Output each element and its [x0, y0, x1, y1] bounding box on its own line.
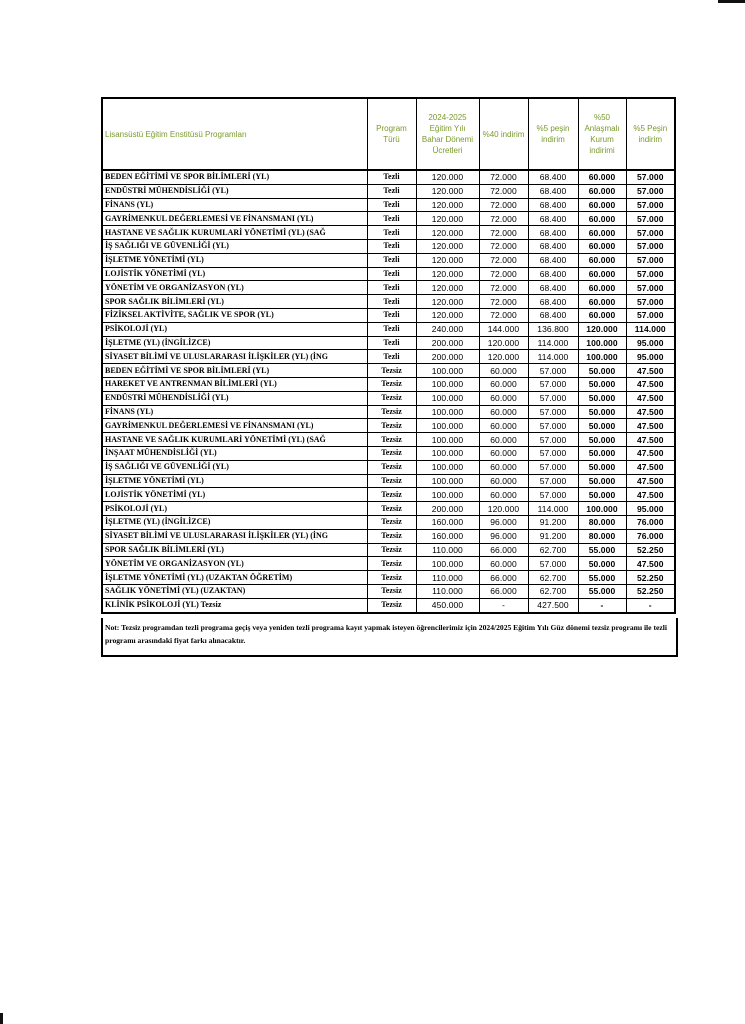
program-name: PSİKOLOJİ (YL) [102, 502, 367, 516]
table-row [102, 474, 675, 488]
cash-discount-5: 114.000 [528, 336, 578, 350]
contract-discount-50: 60.000 [578, 239, 626, 253]
program-type: Tezli [367, 226, 416, 240]
fee-table [101, 97, 676, 614]
table-row [102, 308, 675, 322]
contract-discount-50: 55.000 [578, 543, 626, 557]
contract-discount-50: 60.000 [578, 170, 626, 184]
discount-40: 60.000 [479, 391, 528, 405]
spring-fee: 100.000 [416, 446, 479, 460]
cash-discount-5-contract: 47.500 [626, 377, 675, 391]
program-name: İŞ SAĞLIĞI VE GÜVENLİĞİ (YL) [102, 239, 367, 253]
contract-discount-50: 50.000 [578, 460, 626, 474]
program-type: Tezsiz [367, 391, 416, 405]
contract-discount-50: 60.000 [578, 226, 626, 240]
discount-40: 72.000 [479, 170, 528, 184]
program-type: Tezli [367, 239, 416, 253]
contract-discount-50: 60.000 [578, 295, 626, 309]
discount-40: 60.000 [479, 377, 528, 391]
discount-40: 120.000 [479, 336, 528, 350]
discount-40: 66.000 [479, 584, 528, 598]
discount-40: 72.000 [479, 212, 528, 226]
discount-40: 72.000 [479, 267, 528, 281]
program-type: Tezli [367, 336, 416, 350]
discount-40: 96.000 [479, 529, 528, 543]
spring-fee: 120.000 [416, 170, 479, 184]
cash-discount-5: 427.500 [528, 598, 578, 612]
cash-discount-5: 57.000 [528, 460, 578, 474]
spring-fee: 100.000 [416, 488, 479, 502]
contract-discount-50: 50.000 [578, 488, 626, 502]
discount-40: 60.000 [479, 364, 528, 378]
program-name: BEDEN EĞİTİMİ VE SPOR BİLİMLERİ (YL) [102, 364, 367, 378]
contract-discount-50: 60.000 [578, 308, 626, 322]
program-name: LOJİSTİK YÖNETİMİ (YL) [102, 267, 367, 281]
program-name: SİYASET BİLİMİ VE ULUSLARARASI İLİŞKİLER (YL) (İNG [102, 350, 367, 364]
table-row [102, 405, 675, 419]
table-row [102, 433, 675, 447]
contract-discount-50: 120.000 [578, 322, 626, 336]
program-type: Tezsiz [367, 364, 416, 378]
program-type: Tezsiz [367, 529, 416, 543]
table-row [102, 571, 675, 585]
cash-discount-5: 57.000 [528, 419, 578, 433]
discount-40: 60.000 [479, 488, 528, 502]
spring-fee: 100.000 [416, 433, 479, 447]
table-row [102, 239, 675, 253]
header-programs: Lisansüstü Eğitim Enstitüsü Programları [102, 98, 367, 170]
discount-40: 72.000 [479, 198, 528, 212]
spring-fee: 200.000 [416, 336, 479, 350]
discount-40: 120.000 [479, 350, 528, 364]
discount-40: 66.000 [479, 571, 528, 585]
table-row [102, 377, 675, 391]
spring-fee: 100.000 [416, 460, 479, 474]
program-type: Tezsiz [367, 557, 416, 571]
discount-40: 60.000 [479, 474, 528, 488]
spring-fee: 100.000 [416, 391, 479, 405]
cash-discount-5-contract: 95.000 [626, 336, 675, 350]
cash-discount-5: 62.700 [528, 571, 578, 585]
table-row [102, 295, 675, 309]
contract-discount-50: 50.000 [578, 446, 626, 460]
program-type: Tezli [367, 350, 416, 364]
spring-fee: 120.000 [416, 295, 479, 309]
contract-discount-50: 80.000 [578, 529, 626, 543]
program-name: İŞ SAĞLIĞI VE GÜVENLİĞİ (YL) [102, 460, 367, 474]
spring-fee: 120.000 [416, 308, 479, 322]
fee-table-body [102, 170, 675, 613]
cash-discount-5: 91.200 [528, 515, 578, 529]
contract-discount-50: 50.000 [578, 557, 626, 571]
spring-fee: 120.000 [416, 184, 479, 198]
program-name: YÖNETİM VE ORGANİZASYON (YL) [102, 557, 367, 571]
spring-fee: 120.000 [416, 253, 479, 267]
header-cash-discount-5: %5 peşin indirim [528, 98, 578, 170]
discount-40: 72.000 [479, 239, 528, 253]
contract-discount-50: 60.000 [578, 267, 626, 281]
contract-discount-50: 55.000 [578, 571, 626, 585]
cash-discount-5: 114.000 [528, 502, 578, 516]
cash-discount-5: 62.700 [528, 584, 578, 598]
table-row [102, 515, 675, 529]
cash-discount-5: 68.400 [528, 295, 578, 309]
contract-discount-50: 50.000 [578, 364, 626, 378]
program-type: Tezli [367, 308, 416, 322]
cash-discount-5: 68.400 [528, 170, 578, 184]
table-row [102, 336, 675, 350]
spring-fee: 200.000 [416, 502, 479, 516]
cash-discount-5-contract: 47.500 [626, 446, 675, 460]
program-type: Tezli [367, 170, 416, 184]
spring-fee: 200.000 [416, 350, 479, 364]
cash-discount-5: 68.400 [528, 212, 578, 226]
contract-discount-50: - [578, 598, 626, 612]
spring-fee: 120.000 [416, 239, 479, 253]
table-row [102, 419, 675, 433]
spring-fee: 100.000 [416, 405, 479, 419]
cash-discount-5: 68.400 [528, 267, 578, 281]
cash-discount-5: 57.000 [528, 446, 578, 460]
header-spring-fee: 2024-2025 Eğitim Yılı Bahar Dönemi Ücretleri [416, 98, 479, 170]
cash-discount-5: 68.400 [528, 308, 578, 322]
program-type: Tezsiz [367, 433, 416, 447]
contract-discount-50: 50.000 [578, 433, 626, 447]
discount-40: 60.000 [479, 460, 528, 474]
cash-discount-5-contract: 52.250 [626, 571, 675, 585]
contract-discount-50: 100.000 [578, 336, 626, 350]
cash-discount-5-contract: 114.000 [626, 322, 675, 336]
table-row [102, 184, 675, 198]
spring-fee: 100.000 [416, 557, 479, 571]
discount-40: 72.000 [479, 295, 528, 309]
table-row [102, 598, 675, 612]
program-name: PSİKOLOJİ (YL) [102, 322, 367, 336]
table-row [102, 212, 675, 226]
table-row [102, 584, 675, 598]
table-row [102, 557, 675, 571]
cash-discount-5: 62.700 [528, 543, 578, 557]
table-row [102, 529, 675, 543]
table-row [102, 281, 675, 295]
spring-fee: 240.000 [416, 322, 479, 336]
program-type: Tezsiz [367, 488, 416, 502]
program-type: Tezsiz [367, 419, 416, 433]
discount-40: 72.000 [479, 308, 528, 322]
cash-discount-5-contract: 57.000 [626, 308, 675, 322]
program-type: Tezsiz [367, 405, 416, 419]
spring-fee: 160.000 [416, 515, 479, 529]
header-discount-40: %40 indirim [479, 98, 528, 170]
spring-fee: 110.000 [416, 571, 479, 585]
program-type: Tezsiz [367, 584, 416, 598]
cash-discount-5-contract: 95.000 [626, 350, 675, 364]
header-cash-discount-5-contract: %5 Peşin indirim [626, 98, 675, 170]
contract-discount-50: 50.000 [578, 474, 626, 488]
program-name: İŞLETME YÖNETİMİ (YL) [102, 474, 367, 488]
program-type: Tezsiz [367, 598, 416, 612]
discount-40: 72.000 [479, 253, 528, 267]
header-row [102, 98, 675, 170]
program-type: Tezli [367, 253, 416, 267]
cash-discount-5-contract: - [626, 598, 675, 612]
program-name: FİNANS (YL) [102, 405, 367, 419]
cash-discount-5: 68.400 [528, 198, 578, 212]
program-name: FİZİKSEL AKTİVİTE, SAĞLIK VE SPOR (YL) [102, 308, 367, 322]
contract-discount-50: 55.000 [578, 584, 626, 598]
program-type: Tezli [367, 267, 416, 281]
program-type: Tezsiz [367, 543, 416, 557]
header-program-type: Program Türü [367, 98, 416, 170]
cash-discount-5-contract: 47.500 [626, 474, 675, 488]
cash-discount-5-contract: 52.250 [626, 584, 675, 598]
program-type: Tezsiz [367, 460, 416, 474]
cash-discount-5-contract: 57.000 [626, 295, 675, 309]
cash-discount-5-contract: 57.000 [626, 226, 675, 240]
program-type: Tezsiz [367, 515, 416, 529]
cash-discount-5-contract: 76.000 [626, 529, 675, 543]
cash-discount-5-contract: 57.000 [626, 212, 675, 226]
cash-discount-5: 57.000 [528, 364, 578, 378]
discount-40: 96.000 [479, 515, 528, 529]
spring-fee: 100.000 [416, 377, 479, 391]
table-row [102, 267, 675, 281]
cash-discount-5: 57.000 [528, 474, 578, 488]
cash-discount-5: 68.400 [528, 253, 578, 267]
program-type: Tezsiz [367, 571, 416, 585]
contract-discount-50: 60.000 [578, 253, 626, 267]
cash-discount-5-contract: 47.500 [626, 488, 675, 502]
cash-discount-5: 57.000 [528, 488, 578, 502]
cash-discount-5-contract: 57.000 [626, 267, 675, 281]
contract-discount-50: 50.000 [578, 405, 626, 419]
program-type: Tezli [367, 198, 416, 212]
discount-40: 60.000 [479, 405, 528, 419]
table-row [102, 460, 675, 474]
cash-discount-5-contract: 95.000 [626, 502, 675, 516]
program-name: İŞLETME YÖNETİMİ (YL) (UZAKTAN ÖĞRETİM) [102, 571, 367, 585]
program-name: HASTANE VE SAĞLIK KURUMLARİ YÖNETİMİ (YL) (SAĞ [102, 226, 367, 240]
cash-discount-5-contract: 57.000 [626, 184, 675, 198]
table-row [102, 446, 675, 460]
program-name: ENDÜSTRİ MÜHENDİSLİĞİ (YL) [102, 184, 367, 198]
program-name: ENDÜSTRİ MÜHENDİSLİĞİ (YL) [102, 391, 367, 405]
cash-discount-5-contract: 47.500 [626, 460, 675, 474]
program-name: HASTANE VE SAĞLIK KURUMLARİ YÖNETİMİ (YL) (SAĞ [102, 433, 367, 447]
cash-discount-5-contract: 47.500 [626, 391, 675, 405]
table-row [102, 502, 675, 516]
program-type: Tezsiz [367, 446, 416, 460]
contract-discount-50: 60.000 [578, 281, 626, 295]
table-row [102, 253, 675, 267]
spring-fee: 120.000 [416, 267, 479, 281]
spring-fee: 100.000 [416, 474, 479, 488]
cash-discount-5: 57.000 [528, 433, 578, 447]
cash-discount-5-contract: 57.000 [626, 253, 675, 267]
discount-40: - [479, 598, 528, 612]
discount-40: 60.000 [479, 557, 528, 571]
contract-discount-50: 80.000 [578, 515, 626, 529]
cash-discount-5: 91.200 [528, 529, 578, 543]
program-name: GAYRİMENKUL DEĞERLEMESİ VE FİNANSMANI (YL) [102, 212, 367, 226]
discount-40: 120.000 [479, 502, 528, 516]
program-type: Tezli [367, 212, 416, 226]
cash-discount-5: 57.000 [528, 557, 578, 571]
contract-discount-50: 100.000 [578, 502, 626, 516]
cash-discount-5-contract: 57.000 [626, 281, 675, 295]
cash-discount-5-contract: 57.000 [626, 170, 675, 184]
spring-fee: 110.000 [416, 543, 479, 557]
program-name: GAYRİMENKUL DEĞERLEMESİ VE FİNANSMANI (YL) [102, 419, 367, 433]
table-row [102, 170, 675, 184]
spring-fee: 120.000 [416, 226, 479, 240]
program-name: SİYASET BİLİMİ VE ULUSLARARASI İLİŞKİLER (YL) (İNG [102, 529, 367, 543]
discount-40: 66.000 [479, 543, 528, 557]
header-contract-discount-50: %50 Anlaşmalı Kurum indirimi [578, 98, 626, 170]
program-type: Tezli [367, 322, 416, 336]
spring-fee: 120.000 [416, 212, 479, 226]
table-row [102, 322, 675, 336]
cash-discount-5-contract: 47.500 [626, 557, 675, 571]
program-type: Tezsiz [367, 474, 416, 488]
table-row [102, 226, 675, 240]
program-name: İNŞAAT MÜHENDİSLİĞİ (YL) [102, 446, 367, 460]
program-type: Tezli [367, 281, 416, 295]
cash-discount-5: 57.000 [528, 391, 578, 405]
spring-fee: 120.000 [416, 281, 479, 295]
contract-discount-50: 60.000 [578, 212, 626, 226]
program-type: Tezsiz [367, 377, 416, 391]
spring-fee: 120.000 [416, 198, 479, 212]
program-name: SPOR SAĞLIK BİLİMLERİ (YL) [102, 295, 367, 309]
program-type: Tezsiz [367, 502, 416, 516]
cash-discount-5-contract: 52.250 [626, 543, 675, 557]
discount-40: 144.000 [479, 322, 528, 336]
program-name: İŞLETME (YL) (İNGİLİZCE) [102, 515, 367, 529]
program-name: İŞLETME (YL) (İNGİLİZCE) [102, 336, 367, 350]
program-name: SPOR SAĞLIK BİLİMLERİ (YL) [102, 543, 367, 557]
table-row [102, 364, 675, 378]
spring-fee: 100.000 [416, 419, 479, 433]
scan-mark-top [718, 0, 745, 3]
cash-discount-5: 68.400 [528, 184, 578, 198]
contract-discount-50: 60.000 [578, 184, 626, 198]
contract-discount-50: 50.000 [578, 419, 626, 433]
contract-discount-50: 50.000 [578, 391, 626, 405]
discount-40: 60.000 [479, 433, 528, 447]
discount-40: 72.000 [479, 226, 528, 240]
table-row [102, 350, 675, 364]
contract-discount-50: 60.000 [578, 198, 626, 212]
cash-discount-5-contract: 76.000 [626, 515, 675, 529]
table-row [102, 391, 675, 405]
program-name: KLİNİK PSİKOLOJİ (YL) Tezsiz [102, 598, 367, 612]
cash-discount-5: 136.800 [528, 322, 578, 336]
cash-discount-5-contract: 57.000 [626, 239, 675, 253]
cash-discount-5: 57.000 [528, 405, 578, 419]
discount-40: 72.000 [479, 281, 528, 295]
cash-discount-5-contract: 57.000 [626, 198, 675, 212]
program-name: HAREKET VE ANTRENMAN BİLİMLERİ (YL) [102, 377, 367, 391]
table-row [102, 543, 675, 557]
program-name: YÖNETİM VE ORGANİZASYON (YL) [102, 281, 367, 295]
table-row [102, 198, 675, 212]
spring-fee: 110.000 [416, 584, 479, 598]
spring-fee: 160.000 [416, 529, 479, 543]
program-name: SAĞLIK YÖNETİMİ (YL) (UZAKTAN) [102, 584, 367, 598]
cash-discount-5: 57.000 [528, 377, 578, 391]
table-row [102, 488, 675, 502]
discount-40: 60.000 [479, 446, 528, 460]
discount-40: 72.000 [479, 184, 528, 198]
cash-discount-5: 68.400 [528, 226, 578, 240]
spring-fee: 450.000 [416, 598, 479, 612]
cash-discount-5-contract: 47.500 [626, 433, 675, 447]
cash-discount-5-contract: 47.500 [626, 405, 675, 419]
program-name: İŞLETME YÖNETİMİ (YL) [102, 253, 367, 267]
cash-discount-5: 68.400 [528, 239, 578, 253]
cash-discount-5-contract: 47.500 [626, 419, 675, 433]
cash-discount-5-contract: 47.500 [626, 364, 675, 378]
contract-discount-50: 50.000 [578, 377, 626, 391]
cash-discount-5: 114.000 [528, 350, 578, 364]
program-name: FİNANS (YL) [102, 198, 367, 212]
program-name: LOJİSTİK YÖNETİMİ (YL) [102, 488, 367, 502]
program-type: Tezli [367, 184, 416, 198]
discount-40: 60.000 [479, 419, 528, 433]
scan-mark-bottom [0, 1013, 3, 1024]
contract-discount-50: 100.000 [578, 350, 626, 364]
program-type: Tezli [367, 295, 416, 309]
cash-discount-5: 68.400 [528, 281, 578, 295]
program-name: BEDEN EĞİTİMİ VE SPOR BİLİMLERİ (YL) [102, 170, 367, 184]
spring-fee: 100.000 [416, 364, 479, 378]
note: Not: Tezsiz programdan tezli programa geçiş veya yeniden tezli programa kayıt yapmak isteyen öğrencilerimiz için 2024/2025 Eğitim Yılı Güz dönemi tezsiz programı ile tezli programı arasındaki fiyat farkı alınacaktır. [101, 618, 678, 657]
